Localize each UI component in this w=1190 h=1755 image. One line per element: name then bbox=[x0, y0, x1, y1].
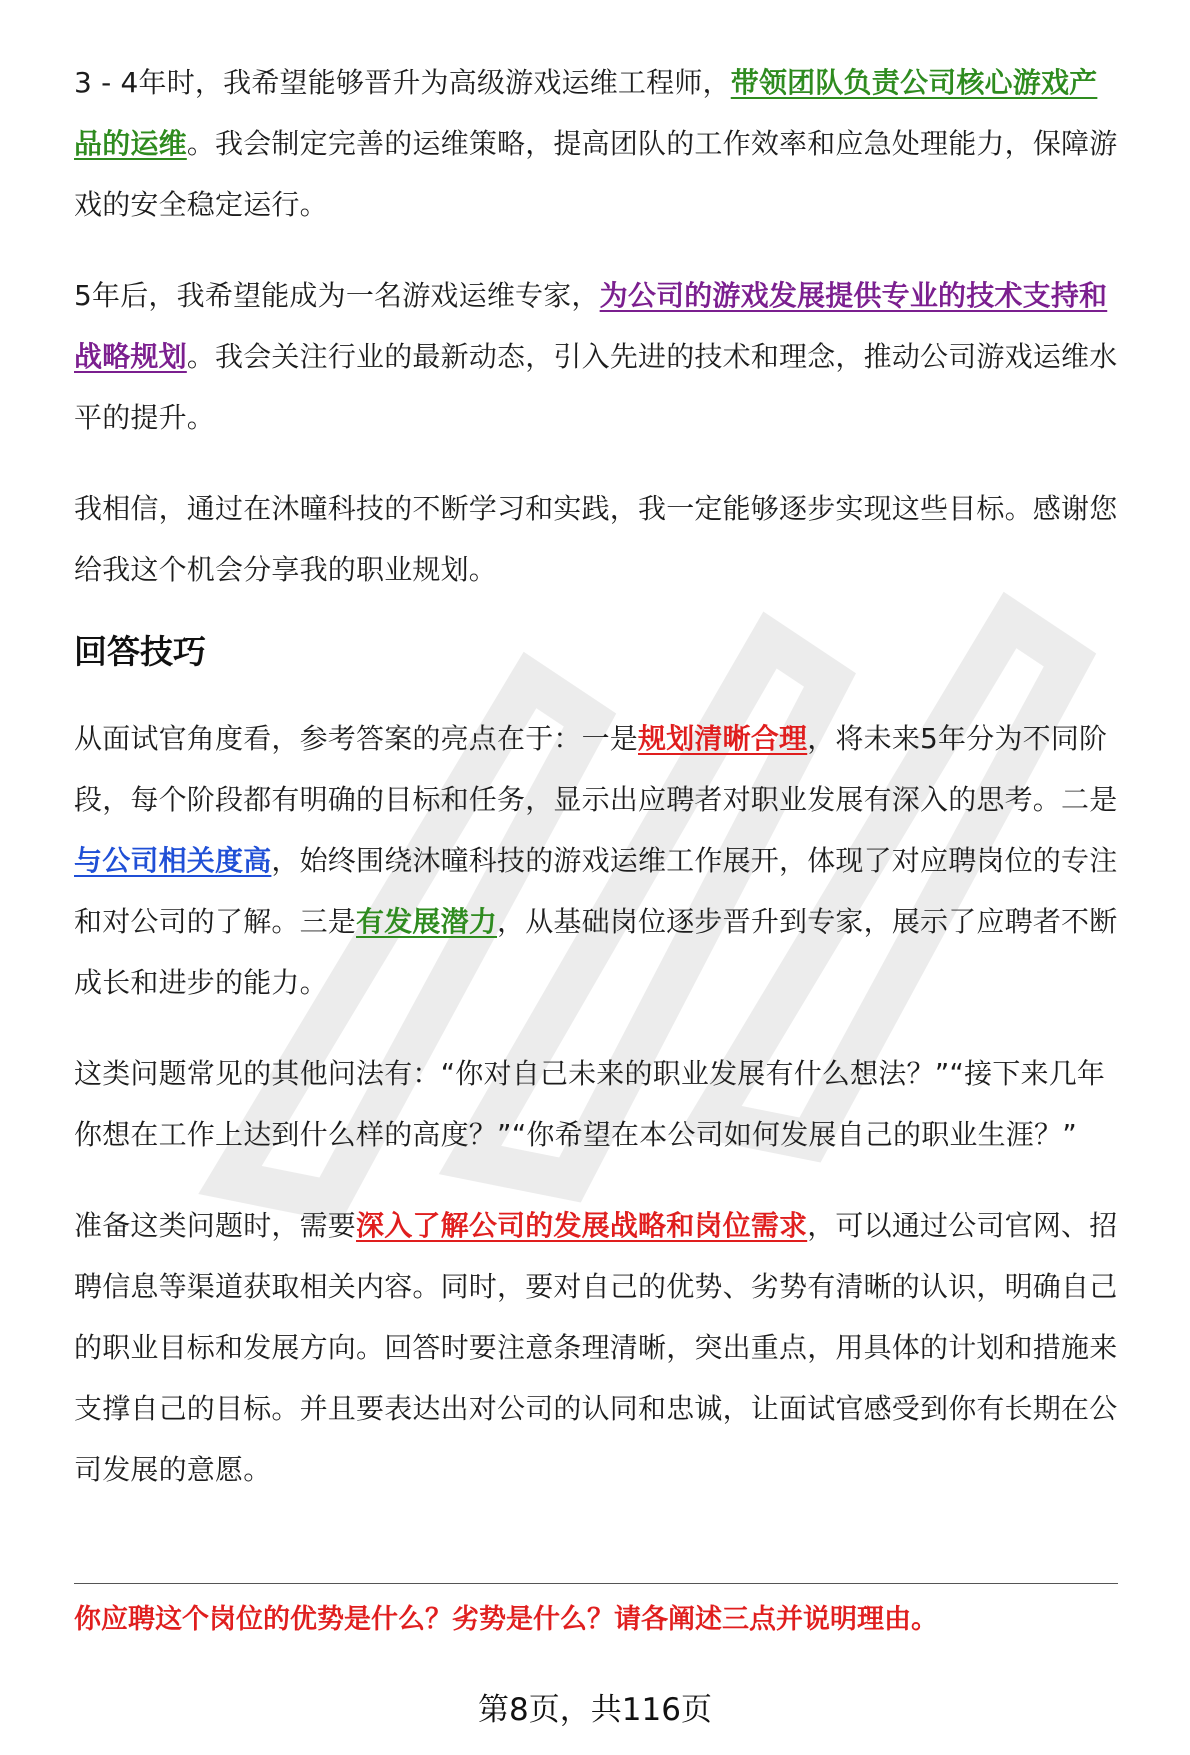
tips-paragraph-2: 这类问题常见的其他问法有：“你对自己未来的职业发展有什么想法？”“接下来几年你想在工作上达到什么样的高度？”“你希望在本公司如何发展自己的职业生涯？” bbox=[74, 1057, 1106, 1151]
paragraph-text: ，始终围绕沐曈科技的游戏运维工作展开，体现了对应聘岗位的专注和对公司的了解。三是 bbox=[74, 844, 1118, 938]
plan-paragraph-5-years bbox=[74, 265, 1124, 448]
highlight-lead-team: 带领团队负责公司核心游戏产品的运维 bbox=[74, 66, 1098, 160]
paragraph-text: 5年后，我希望能成为一名游戏运维专家， bbox=[74, 279, 600, 312]
paragraph-text: ，可以通过公司官网、招聘信息等渠道获取相关内容。同时，要对自己的优势、劣势有清晰的认识，明确自己的职业目标和发展方向。回答时要注意条理清晰，突出重点，用具体的计划和措施来支撑自己的目标。并且要表达出对公司的认同和忠诚，让面试官感受到你有长期在公司发展的意愿。 bbox=[74, 1209, 1118, 1486]
paragraph-text: 从面试官角度看，参考答案的亮点在于：一是 bbox=[74, 722, 639, 755]
highlight-company-relevance: 与公司相关度高 bbox=[74, 844, 272, 877]
tips-paragraph-1 bbox=[74, 708, 1124, 1013]
page-number-footer: 第8页，共116页 bbox=[478, 1692, 712, 1728]
plan-paragraph-3-4-years bbox=[74, 52, 1124, 235]
closing-paragraph: 我相信，通过在沐曈科技的不断学习和实践，我一定能够逐步实现这些目标。感谢您给我这个机会分享我的职业规划。 bbox=[74, 492, 1118, 586]
tips-paragraph-3 bbox=[74, 1195, 1124, 1500]
highlight-company-strategy: 深入了解公司的发展战略和岗位需求 bbox=[356, 1209, 808, 1242]
section-title: 回答技巧 bbox=[74, 632, 206, 671]
highlight-potential: 有发展潜力 bbox=[356, 905, 498, 938]
paragraph-text: 。我会关注行业的最新动态，引入先进的技术和理念，推动公司游戏运维水平的提升。 bbox=[74, 340, 1118, 434]
next-question-heading: 你应聘这个岗位的优势是什么？劣势是什么？请各阐述三点并说明理由。 bbox=[74, 1604, 938, 1635]
paragraph-text: 。我会制定完善的运维策略，提高团队的工作效率和应急处理能力，保障游戏的安全稳定运行。 bbox=[74, 127, 1118, 221]
paragraph-text: 3 - 4年时，我希望能够晋升为高级游戏运维工程师， bbox=[74, 66, 731, 99]
highlight-tech-support: 为公司的游戏发展提供专业的技术支持和战略规划 bbox=[74, 279, 1108, 373]
section-divider bbox=[74, 1583, 1118, 1584]
main-content bbox=[74, 52, 1124, 1530]
highlight-clear-plan: 规划清晰合理 bbox=[638, 722, 808, 755]
paragraph-text: ，将未来5年分为不同阶段，每个阶段都有明确的目标和任务，显示出应聘者对职业发展有深入的思考。二是 bbox=[74, 722, 1118, 816]
paragraph-text: 准备这类问题时，需要 bbox=[74, 1209, 357, 1242]
paragraph-text: ，从基础岗位逐步晋升到专家，展示了应聘者不断成长和进步的能力。 bbox=[74, 905, 1118, 999]
